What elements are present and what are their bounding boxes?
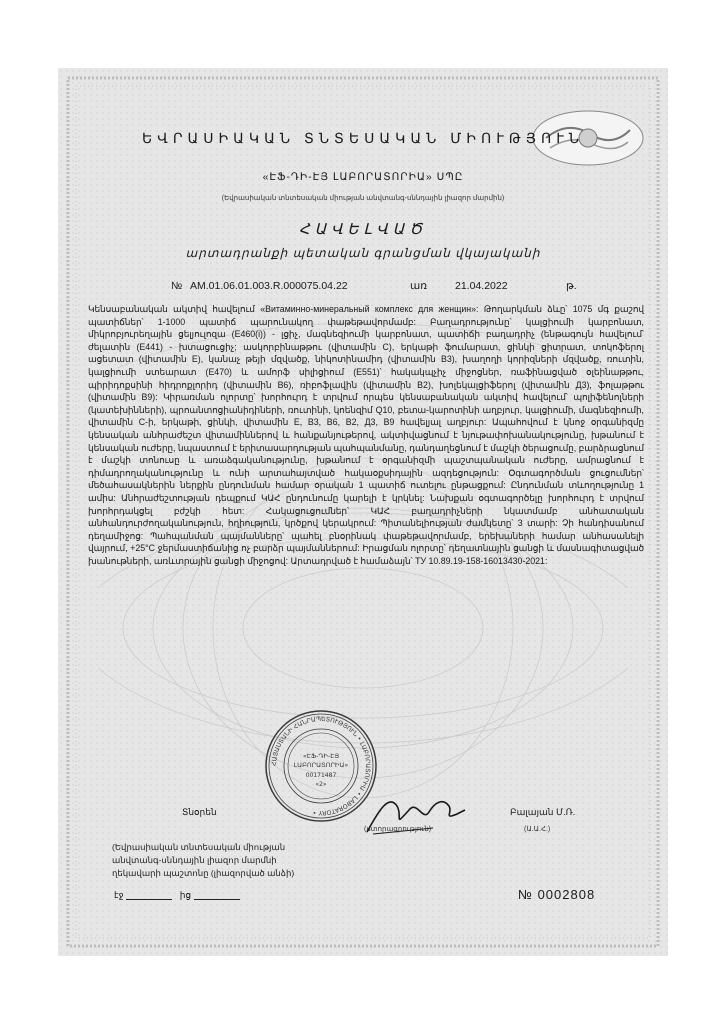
director-name: Բալայան Մ.Ռ. [510, 807, 576, 817]
registration-year-suffix: թ. [566, 280, 577, 292]
laboratory-name: «ԷՖ-ԴԻ-ԷՅ ԼԱԲՈՐԱՏՈՐԻԱ» ՍՊԸ [262, 171, 464, 183]
registration-number: AM.01.06.01.003.R.000075.04.22 [190, 280, 348, 292]
seal-number: «2» [315, 781, 327, 788]
initials-caption: (Ա.Ա.Հ.) [524, 826, 551, 833]
page-blank [126, 889, 172, 900]
serial-number [518, 887, 595, 902]
serial-number-label: № [518, 887, 533, 902]
lab-caption-line1: (Եվրասիական տնտեսական միության [112, 842, 286, 852]
page-counter [114, 889, 240, 901]
registration-from-label: առ [410, 280, 428, 292]
registration-date: 21.04.2022 [455, 280, 508, 292]
document-subtitle: արտադրանքի պետական գրանցման վկայականի [185, 246, 541, 260]
product-description: Կենսաբանական ակտիվ հավելում «Витаминно-минеральный комплекс для женщин»: Թողարկման ձևը՝ 1075 մգ քաշով պատիճներ՝ 1-1000 պատիճ պարունակող փաթեթավորմամբ: Բաղադրությունը՝ կալցիումի կարբոնատ, միկրոբյուրեղային ցելյուլոզա (E460(i)) - լցիչ, մագնեզիումի կարբոնատ, պատիճի բաղադրիչ (ենթագույն հավելում՝ ժելատին (E441) - խտացուցիչ; ասկորբինաթթու (վիտամին C), երկաթի ֆումարատ, ցինկի ցիտրատ, տոկոֆերոլ ացետատ (վիտամին E), կանաչ թեյի մզվածք, նիկոտինամիդ (վիտամին B3), խաղողի կորիզների մզվածք, ռուտին, կալցիումի ստեարատ (E470) և ամորֆ սիլիցիում (E551)՝ հակակպչիչ միջոցներ, ռաֆինացված օլեինաթթու, պիրիդոքսինի հիդրոքլորիդ (վիտամին B6), ռիբոֆլավին (վիտամին B2), խոլեկալցիֆերոլ (վիտամին Д3), ֆոլաթթու (վիտամին B9): Կիրառման ոլորտը՝ խորհուրդ է տրվում որպես կենսաբանական ակտիվ հավելում՝ պոլիֆենոլների (կատեխինների), պրոանտոցիանիդիների, ռուտինի, կոենզիմ Q10, բետա-կարոտինի աղբյուր, կալցիումի, մագնեզիումի, վիտամին C-ի, երկաթի, ցինկի, վիտամին E, B3, B6, B2, Д3, B9 հավելյալ աղբյուր: Ապահովում է կնոջ օրգանիզմը կենսական անհրաժեշտ վիտամիններով և հանքանյութերով, ակտիվացնում է նյութափոխանակությունը, խթանում է կենսական ուժերը, նպաստում է երիտասարդության պահպանմանը, դանդաղեցնում է մաշկի ծերացումը, բարձրացնում է մաշկի տոնուսը և առաձգականությունը, խթանում է օրգանիզմի պաշտպանական ուժերը, ամրացնում է դիմադրողականությունը և ունի արտահայտված հակաօքսիդային ազդեցություն: Օգտագործման ցուցումներ՝ մեծահասակներին ներքին ընդունման համար օրական 1 պատիճ ուտելու ընթացքում: Ընդունման տևողությունը 1 ամիս: Անհրաժեշտության դեպքում ԿԱՀ ընդունումը կարելի է կրկնել: Նախքան օգտագործելը խորհուրդ է տրվում խորհրդակցել բժշկի հետ: Հակացուցումներ՝ ԿԱՀ բաղադրիչների նկատմամբ անհատական անհանդուրժողականություն, հղիություն, կրծքով կերակրում: Պիտանելիության ժամկետը՝ 3 տարի: Չի հանդիսանում դեղամիջոց: Պահպանման պայմանները՝ պահել բնօրինակ փաթեթավորմամբ, երեխաների համար անհասանելի վայրում, +25°C ջերմաստիճանից ոչ բարձր պայմաններում: Իրացման ոլորտը՝ դեղատնային ցանցի և մասնագիտացված խանութների, առևտրային ցանցի միջոցով: Արտադրված է համաձայն՝ ТУ 10.89.19-158-16013430-2021: [88, 304, 644, 566]
lab-caption-line2: անվտանգ-սննդային լիազոր մարմնի [112, 855, 277, 865]
signature-caption: (ստորագրություն) [364, 826, 432, 833]
document-title: ՀԱՎԵԼՎԱԾ [298, 221, 428, 238]
seal-center-line1: «ԷՖ-ԴԻ-ԷՅ [302, 752, 340, 760]
laboratory-note: (Եվրասիական տնտեսական միության անվտանգ-սննդային լիազոր մարմին) [221, 195, 505, 202]
lab-caption-line3: ղեկավարի պաշտոնը (լիազորված անձի) [112, 868, 295, 878]
of-label: ից [179, 890, 192, 900]
seal-center-line2: ԼԱԲՈՐԱՏՈՐԻԱ» [293, 761, 349, 769]
director-label: Տնօրեն [182, 807, 217, 817]
round-seal [263, 708, 379, 824]
lab-position-caption [112, 841, 294, 880]
registration-no-label: № [171, 280, 183, 292]
page-label: էջ [114, 890, 124, 900]
of-blank [194, 889, 240, 900]
seal-ring-text: ՀԱՅԱՍՏԱՆԻ ՀԱՆՐԱՊԵՏՈՒԹՅՈՒՆ • ԼԱԲՈՐԱՏՈՐԻԱ • LABORATORY • [270, 715, 372, 817]
serial-number-value: 0002808 [537, 887, 596, 902]
seal-code: 00171487 [305, 772, 337, 779]
union-title: ԵՎՐԱՍԻԱԿԱՆ ՏՆՏԵՍԱԿԱՆ ՄԻՈՒԹՅՈՒՆ [142, 130, 584, 146]
certificate-sheet [58, 68, 668, 956]
